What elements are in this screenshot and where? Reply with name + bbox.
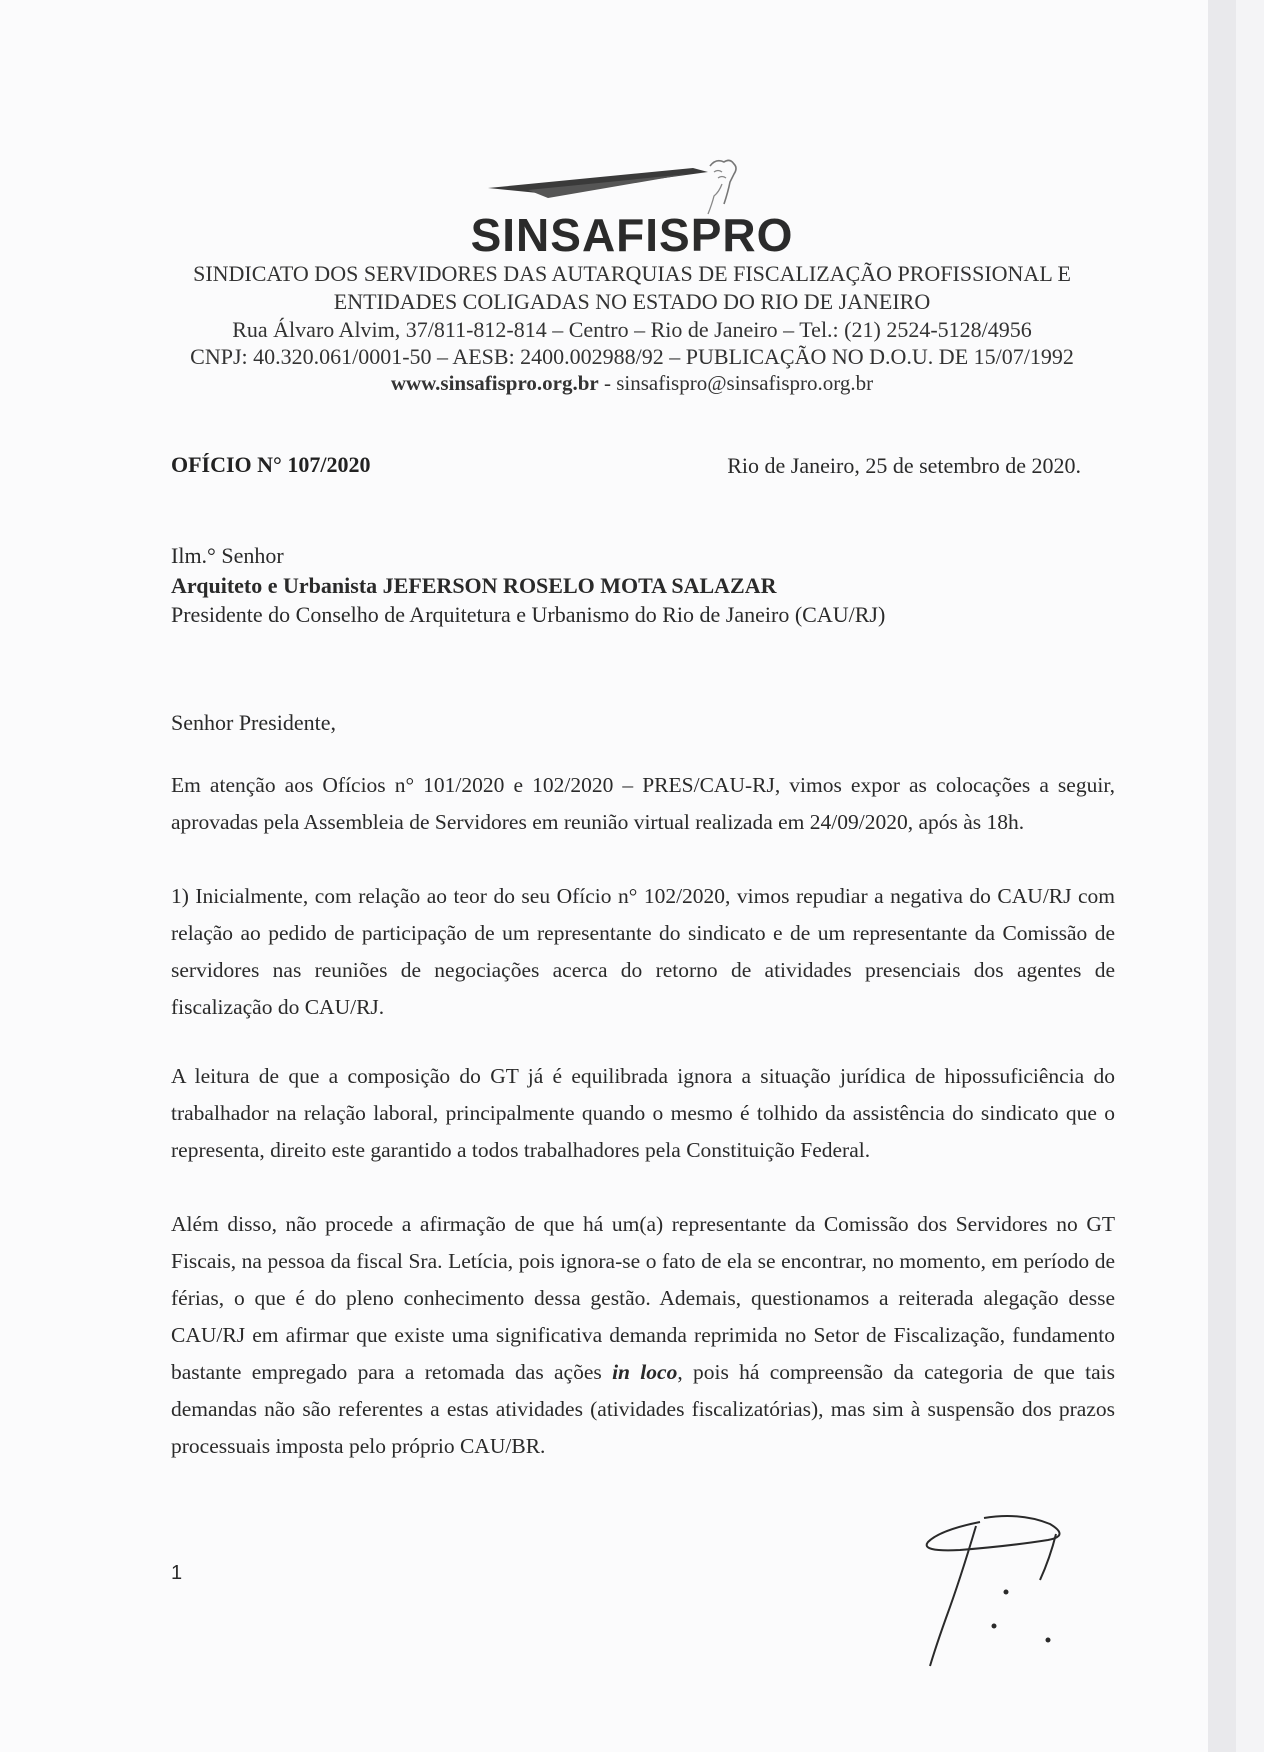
contact-separator: - <box>598 371 617 395</box>
paragraph-4 <box>171 1206 1115 1465</box>
document-date: Rio de Janeiro, 25 de setembro de 2020. <box>727 453 1081 478</box>
document-reference: OFÍCIO N° 107/2020 <box>171 452 371 477</box>
handwritten-signature-icon <box>900 1500 1080 1680</box>
paragraph-4-emphasis: in loco <box>612 1360 678 1384</box>
header-contact <box>0 371 1264 396</box>
addressee-greeting: Ilm.° Senhor <box>171 543 284 568</box>
paragraph-1: Em atenção aos Ofícios n° 101/2020 e 102/2020 – PRES/CAU-RJ, vimos expor as colocações a seguir, aprovadas pela Assembleia de Servidores em reunião virtual realizada em 24/09/2020, após às 18h. <box>171 773 1115 834</box>
header-line-2: ENTIDADES COLIGADAS NO ESTADO DO RIO DE JANEIRO <box>333 289 931 314</box>
header-line-1: SINDICATO DOS SERVIDORES DAS AUTARQUIAS DE FISCALIZAÇÃO PROFISSIONAL E <box>193 261 1071 286</box>
paragraph-3: A leitura de que a composição do GT já é equilibrada ignora a situação jurídica de hipossuficiência do trabalhador na relação laboral, principalmente quando o mesmo é tolhido da assistência do sindicato que o representa, direito este garantido a todos trabalhadores pela Constituição Federal. <box>171 1064 1115 1162</box>
page-number: 1 <box>171 1562 183 1584</box>
salutation: Senhor Presidente, <box>171 710 336 735</box>
paragraph-4-part-b: , pois há compreensão da categoria de que tais demandas não são referentes a estas atividades (atividades fiscalizatórias), mas sim à suspensão dos prazos processuais imposta pelo próprio CAU/BR. <box>171 1360 1115 1458</box>
header-line-3: Rua Álvaro Alvim, 37/811-812-814 – Centro – Rio de Janeiro – Tel.: (21) 2524-5128/4956 <box>232 317 1032 342</box>
paragraph-4-part-a: Além disso, não procede a afirmação de que há um(a) representante da Comissão dos Servidores no GT Fiscais, na pessoa da fiscal Sra. Letícia, pois ignora-se o fato de ela se encontrar, no momento, em período de férias, o que é do pleno conhecimento dessa gestão. Ademais, questionamos a reiterada alegação desse CAU/RJ em afirmar que existe uma significativa demanda reprimida no Setor de Fiscalização, fundamento bastante empregado para a retomada das ações <box>171 1212 1115 1384</box>
addressee-title: Presidente do Conselho de Arquitetura e Urbanismo do Rio de Janeiro (CAU/RJ) <box>171 602 886 627</box>
header-line-4: CNPJ: 40.320.061/0001-50 – AESB: 2400.002988/92 – PUBLICAÇÃO NO D.O.U. DE 15/07/1992 <box>190 344 1074 369</box>
brand-name: SINSAFISPRO <box>470 209 794 261</box>
website-link[interactable]: www.sinsafispro.org.br <box>390 371 599 395</box>
email-link[interactable]: sinsafispro@sinsafispro.org.br <box>616 371 874 395</box>
addressee-name: Arquiteto e Urbanista JEFERSON ROSELO MOTA SALAZAR <box>171 573 777 598</box>
paragraph-2: 1) Inicialmente, com relação ao teor do seu Ofício n° 102/2020, vimos repudiar a negativa do CAU/RJ com relação ao pedido de participação de um representante do sindicato e de um representante da Comissão de servidores nas reuniões de negociações acerca do retorno de atividades presenciais dos agentes de fiscalização do CAU/RJ. <box>171 884 1115 1019</box>
